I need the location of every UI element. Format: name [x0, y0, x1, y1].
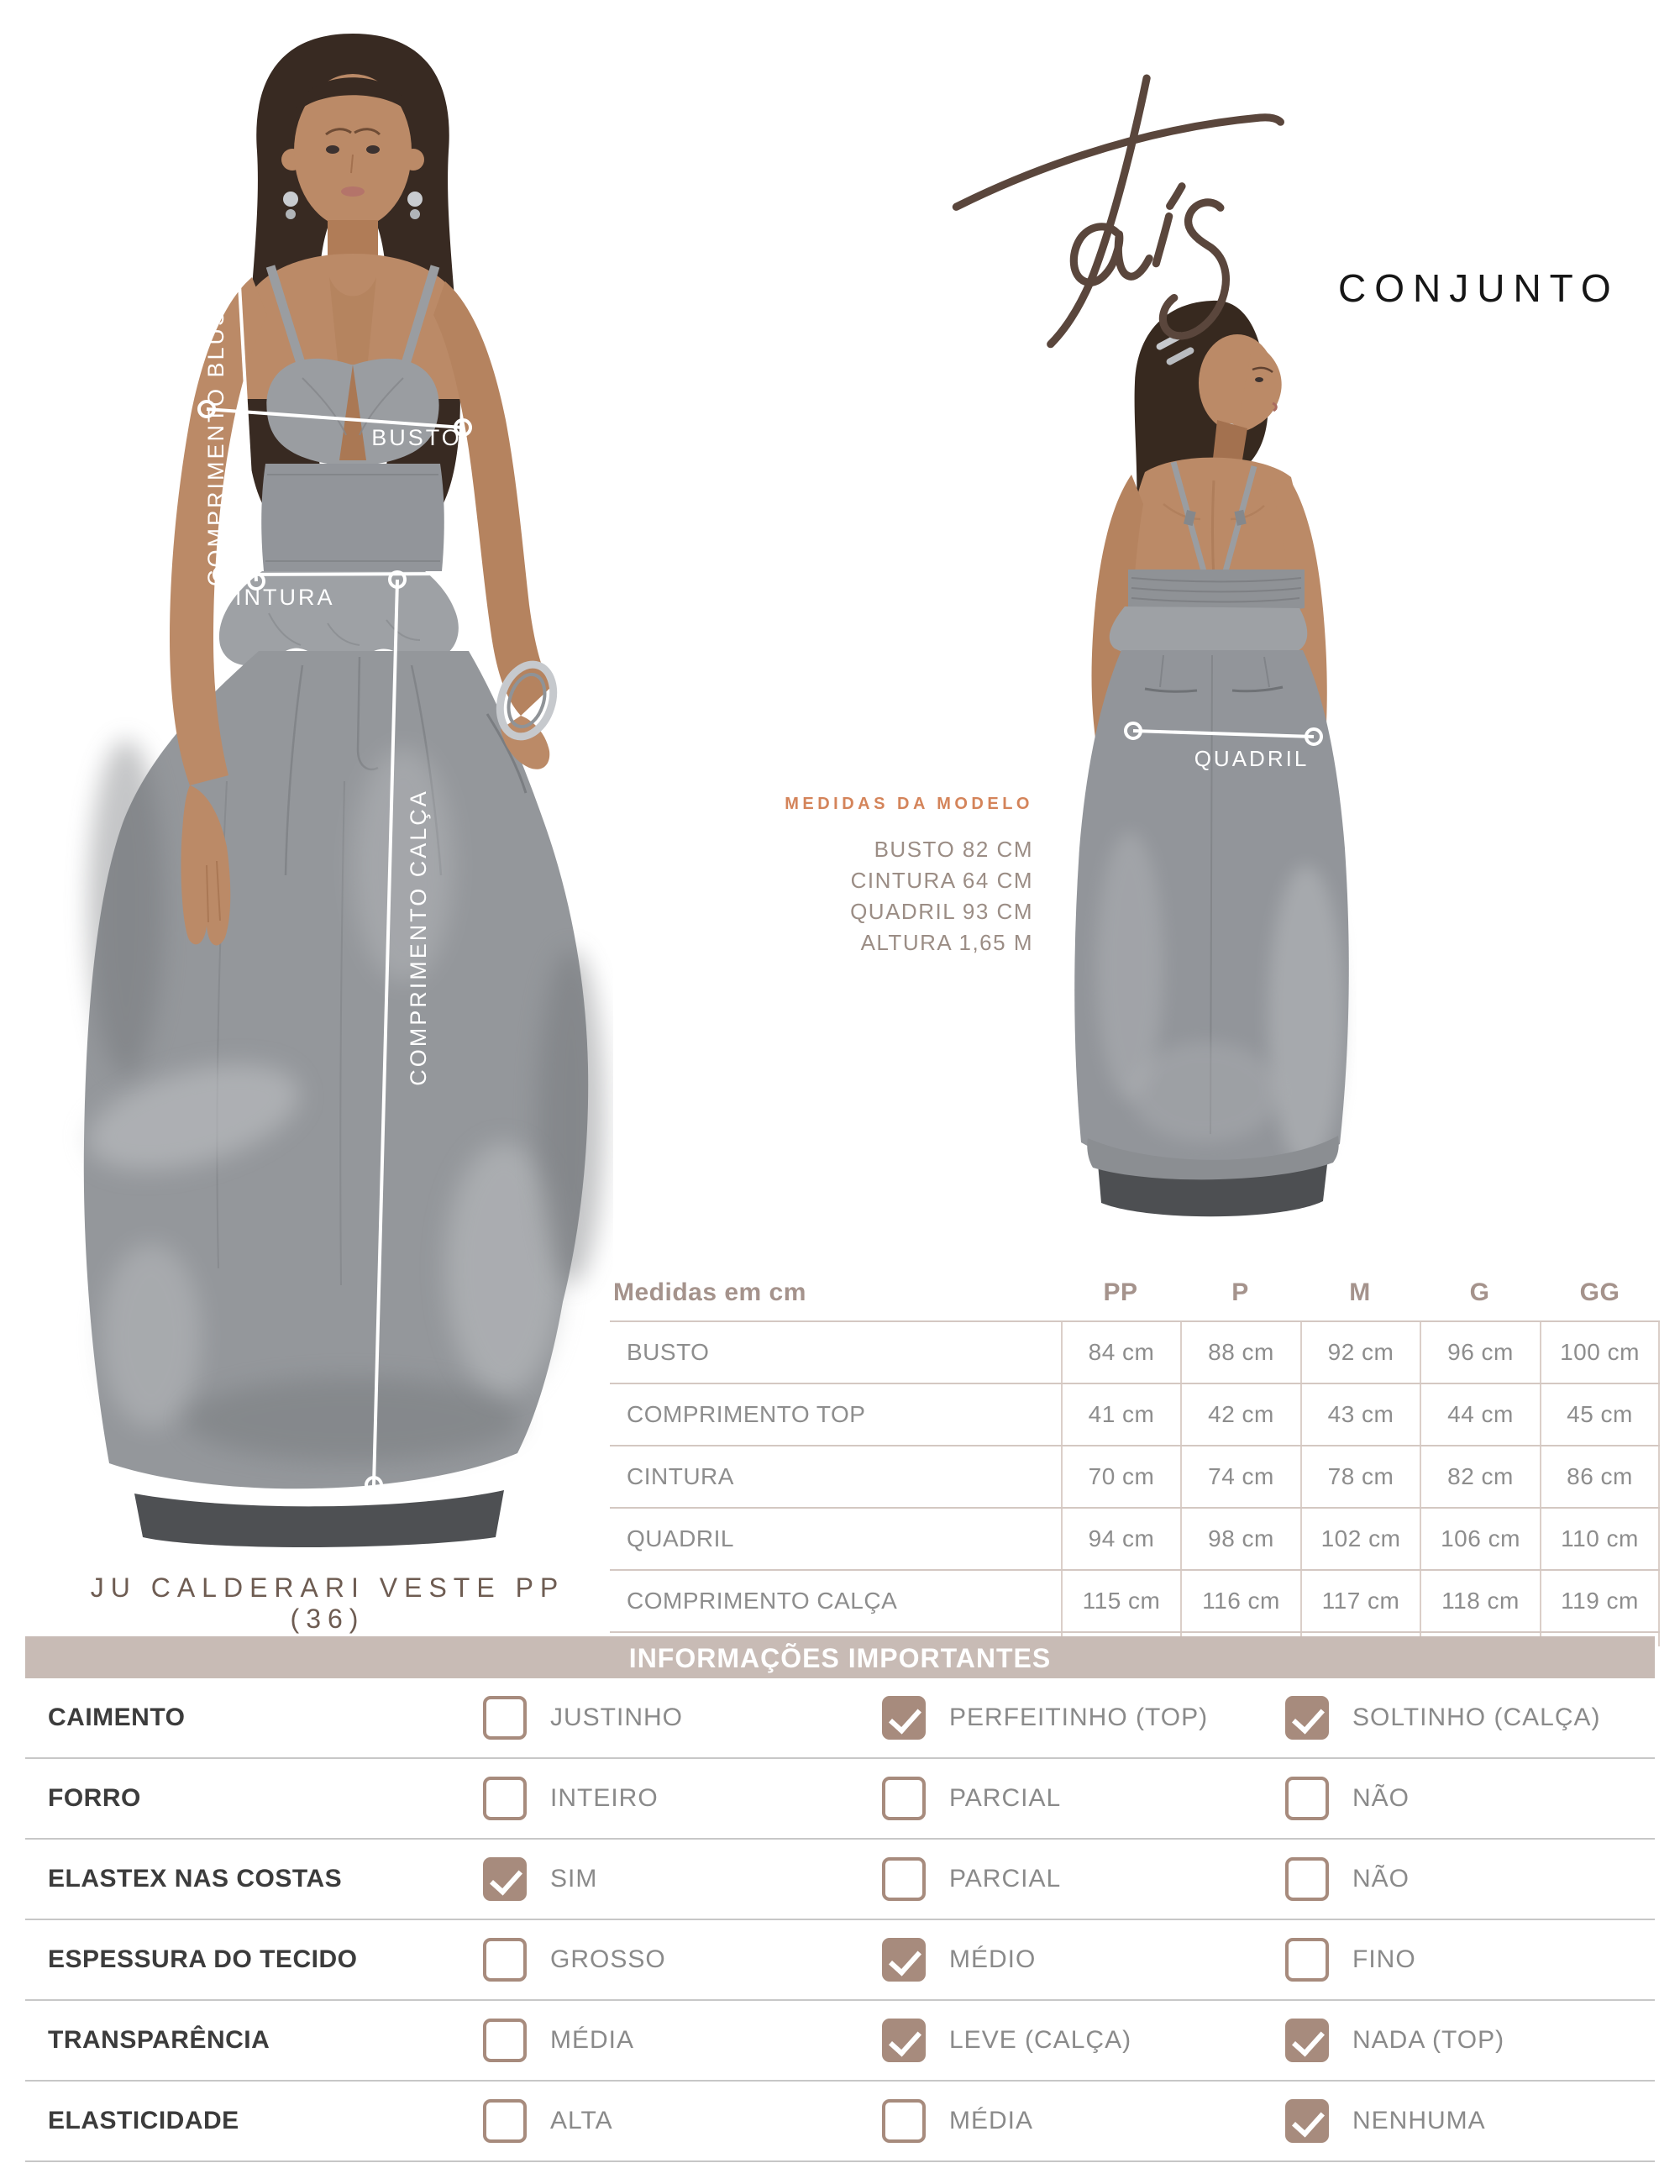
model-measurements-heading: MEDIDAS DA MODELO: [785, 795, 1033, 813]
cell: 98 cm: [1180, 1509, 1300, 1569]
info-row-label: CAIMENTO: [48, 1704, 186, 1731]
row-label: COMPRIMENTO CALÇA: [627, 1588, 898, 1614]
info-row-label: TRANSPARÊNCIA: [48, 2026, 270, 2054]
size-p: P: [1231, 1278, 1249, 1306]
row-label: BUSTO: [627, 1339, 710, 1365]
cell: 102 cm: [1300, 1509, 1420, 1569]
cell: 44 cm: [1420, 1384, 1540, 1445]
product-name-script: [941, 34, 1344, 370]
option-label: NADA (TOP): [1352, 2026, 1505, 2054]
cell: 84 cm: [1061, 1322, 1180, 1383]
info-row-elasticidade: [25, 2082, 1655, 2162]
size-table-title: Medidas em cm: [613, 1278, 806, 1306]
checkbox[interactable]: [1285, 2099, 1329, 2143]
checkbox[interactable]: [882, 2019, 926, 2062]
checkbox[interactable]: [483, 2099, 527, 2143]
option: [483, 1696, 683, 1740]
cell: 42 cm: [1180, 1384, 1300, 1445]
option-label: FINO: [1352, 1945, 1416, 1973]
front-pants: [76, 651, 605, 1488]
cell: 86 cm: [1540, 1446, 1660, 1507]
option-label: MÉDIA: [949, 2107, 1034, 2134]
option-label: MÉDIA: [550, 2026, 635, 2054]
option-label: NÃO: [1352, 1784, 1410, 1812]
option-label: JUSTINHO: [550, 1704, 683, 1731]
annotation-comprimento-calca: COMPRIMENTO CALÇA: [406, 789, 431, 1086]
row-label: COMPRIMENTO TOP: [627, 1401, 866, 1427]
option-label: PARCIAL: [949, 1865, 1062, 1893]
model-height: ALTURA 1,65 M: [860, 930, 1033, 955]
option: [882, 2099, 1033, 2143]
checkbox[interactable]: [483, 1696, 527, 1740]
option: [882, 1696, 1208, 1740]
cell: 117 cm: [1300, 1571, 1420, 1631]
option-label: PERFEITINHO (TOP): [949, 1704, 1209, 1731]
info-row-elastex: [25, 1840, 1655, 1920]
checkbox[interactable]: [882, 1938, 926, 1982]
model-measurements: [756, 795, 1033, 958]
row-label: QUADRIL: [627, 1525, 734, 1551]
earring-right: [407, 192, 423, 207]
option-label: SOLTINHO (CALÇA): [1352, 1704, 1601, 1731]
checkbox[interactable]: [882, 1696, 926, 1740]
checkbox[interactable]: [1285, 1696, 1329, 1740]
checkbox[interactable]: [882, 1777, 926, 1820]
size-table-header-row: [610, 1265, 1660, 1320]
checkbox[interactable]: [1285, 1938, 1329, 1982]
cell: 88 cm: [1180, 1322, 1300, 1383]
annotation-cintura: CINTURA: [216, 585, 335, 610]
floor-reflection: [134, 1490, 504, 1547]
cell: 41 cm: [1061, 1384, 1180, 1445]
checkbox[interactable]: [1285, 1857, 1329, 1901]
table-row: [610, 1507, 1660, 1569]
size-m: M: [1349, 1278, 1371, 1306]
earring-left: [283, 192, 298, 207]
option: [882, 1777, 1061, 1820]
table-row: [610, 1445, 1660, 1507]
cell: 116 cm: [1180, 1571, 1300, 1631]
option-label: MÉDIO: [949, 1945, 1037, 1973]
cell: 82 cm: [1420, 1446, 1540, 1507]
back-model-photo: [1037, 294, 1357, 1231]
option: [483, 1938, 666, 1982]
cell: 74 cm: [1180, 1446, 1300, 1507]
option-label: ALTA: [550, 2107, 613, 2134]
front-model-photo: [50, 25, 613, 1554]
option: [1285, 1857, 1410, 1901]
size-table: [610, 1265, 1660, 1646]
size-gg: GG: [1579, 1278, 1620, 1306]
option: [483, 1777, 659, 1820]
model-waist: CINTURA 64 CM: [850, 868, 1033, 893]
option: [1285, 1777, 1410, 1820]
cell: 119 cm: [1540, 1571, 1660, 1631]
option: [483, 2099, 613, 2143]
option-label: SIM: [550, 1865, 598, 1893]
option: [483, 2019, 634, 2062]
option-label: NÃO: [1352, 1865, 1410, 1893]
option: [483, 1857, 597, 1901]
size-pp: PP: [1103, 1278, 1138, 1306]
cell: 78 cm: [1300, 1446, 1420, 1507]
info-row-espessura: [25, 1920, 1655, 2001]
back-pants: [1074, 650, 1349, 1169]
option-label: PARCIAL: [949, 1784, 1062, 1812]
checkbox[interactable]: [483, 2019, 527, 2062]
model-hip: QUADRIL 93 CM: [850, 899, 1033, 924]
cell: 94 cm: [1061, 1509, 1180, 1569]
category-label: CONJUNTO: [1338, 266, 1620, 310]
cell: 96 cm: [1420, 1322, 1540, 1383]
option-label: GROSSO: [550, 1945, 666, 1973]
model-caption: JU CALDERARI VESTE PP (36): [90, 1572, 565, 1634]
cell: 100 cm: [1540, 1322, 1660, 1383]
size-g: G: [1469, 1278, 1490, 1306]
model-bust: BUSTO 82 CM: [874, 837, 1033, 862]
cell: 118 cm: [1420, 1571, 1540, 1631]
annotation-busto: BUSTO: [371, 425, 462, 450]
info-row-label: FORRO: [48, 1784, 141, 1812]
option: [882, 2019, 1131, 2062]
annotation-comprimento-blusa: COMPRIMENTO BLUSA: [203, 290, 228, 587]
option-label: INTEIRO: [550, 1784, 659, 1812]
table-row: [610, 1320, 1660, 1383]
info-row-label: ELASTICIDADE: [48, 2107, 239, 2134]
info-row-forro: [25, 1759, 1655, 1840]
table-row: [610, 1569, 1660, 1631]
cell: 106 cm: [1420, 1509, 1540, 1569]
option: [1285, 2019, 1504, 2062]
important-info-table: [25, 1678, 1655, 2162]
option: [1285, 1938, 1416, 1982]
checkbox[interactable]: [483, 1777, 527, 1820]
cell: 43 cm: [1300, 1384, 1420, 1445]
option-label: NENHUMA: [1352, 2107, 1486, 2134]
back-model-illustration: [1037, 294, 1357, 1231]
info-row-label: ESPESSURA DO TECIDO: [48, 1945, 358, 1973]
option: [1285, 2099, 1486, 2143]
table-row: [610, 1383, 1660, 1445]
info-row-caimento: [25, 1678, 1655, 1759]
checkbox[interactable]: [483, 1857, 527, 1901]
cell: 110 cm: [1540, 1509, 1660, 1569]
checkbox[interactable]: [1285, 1777, 1329, 1820]
row-label: CINTURA: [627, 1463, 734, 1489]
option: [882, 1938, 1036, 1982]
signature-drawing: [941, 34, 1344, 377]
annotation-quadril: QUADRIL: [1194, 746, 1310, 771]
cell: 70 cm: [1061, 1446, 1180, 1507]
checkbox[interactable]: [882, 2099, 926, 2143]
checkbox[interactable]: [483, 1938, 527, 1982]
option: [1285, 1696, 1600, 1740]
checkbox[interactable]: [882, 1857, 926, 1901]
option: [882, 1857, 1061, 1901]
info-row-label: ELASTEX NAS COSTAS: [48, 1865, 343, 1893]
important-info-banner: INFORMAÇÕES IMPORTANTES: [25, 1636, 1655, 1678]
front-model-illustration: [50, 25, 613, 1554]
cell: 45 cm: [1540, 1384, 1660, 1445]
option-label: LEVE (CALÇA): [949, 2026, 1132, 2054]
checkbox[interactable]: [1285, 2019, 1329, 2062]
info-row-transparencia: [25, 2001, 1655, 2082]
cell: 92 cm: [1300, 1322, 1420, 1383]
cell: 115 cm: [1061, 1571, 1180, 1631]
